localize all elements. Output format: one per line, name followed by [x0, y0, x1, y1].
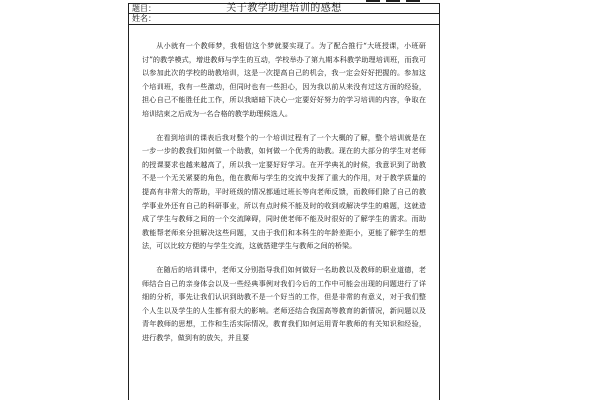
paragraph-2: 在看到培训的课表后我对整个的一个培训过程有了一个大概的了解，整个培训就是在一步一步的教我们如何做一个助教，如何做一个优秀的助教。现在的大部分的学生对老师的授课要求也越来越高了，所以我一定要好好学习。在开学典礼的时候，我意识到了助教不是一个无关紧要的角色，他在教师与学生的交流中发挥了重大的作用，对于教学质量的提高有非常大的帮助，平时班级的情况都通过班长等向老师反馈，而教师们除了自己的教学事业外还有自己的科研事业，所以有点时候不能及时的收到或解决学生的难题，这就造成了学生与教师之间的一个交流障碍，同时使老师不能及时很好的了解学生的需求。而助教能帮老师来分担解决这些问题，又由于我们和本科生的年龄差距小，更能了解学生的想法，可以比较方便的与学生交流，这就搭建学生与教师之间的桥梁。 — [142, 132, 426, 251]
topic-label: 题目： — [132, 4, 156, 13]
header-name-row — [129, 14, 439, 25]
header-title-row — [129, 4, 439, 14]
essay-body — [129, 25, 439, 344]
paragraph-3: 在随后的培训课中，老师又分别指导我们如何做好一名助教以及教师的职业道德，老师结合自己的亲身体会以及一些经典事例对我们今后的工作中可能会出现的问题进行了详细的分析，事先让我们认识到助教不是一个好当的工作，但是非常的有意义，对于我们整个人生以及学生的人生都有很大的影响。老师还结合我国高等教育的新情况，新问题以及青年教师的思想，工作和生活实际情况，教育我们如何运用青年教师的有关知识和经验，进行教学，做到有的放矢，并且要 — [142, 264, 426, 342]
paragraph-1: 从小就有一个教师梦，我相信这个梦就要实现了。为了配合推行“大班授课，小班研讨”的教学模式，增进教师与学生的互动，学校举办了第九期本科教学助理培训班，而我可以参加此次的学校的助教培训，这是一次提高自己的机会，我一定会好好把握的。参加这个培训班，我有一些激动，但同时也有一些担心，因为我以前从来没有过这方面的经验，担心自己不能胜任此工作，所以我暗暗下决心一定要好好努力的学习培训的内容，争取在培训结束之后成为一名合格的教学助理候选人。 — [142, 41, 426, 118]
document-page — [128, 3, 440, 400]
document-title: 关于教学助理培训的感想 — [226, 3, 342, 14]
name-label: 姓名： — [132, 14, 156, 23]
